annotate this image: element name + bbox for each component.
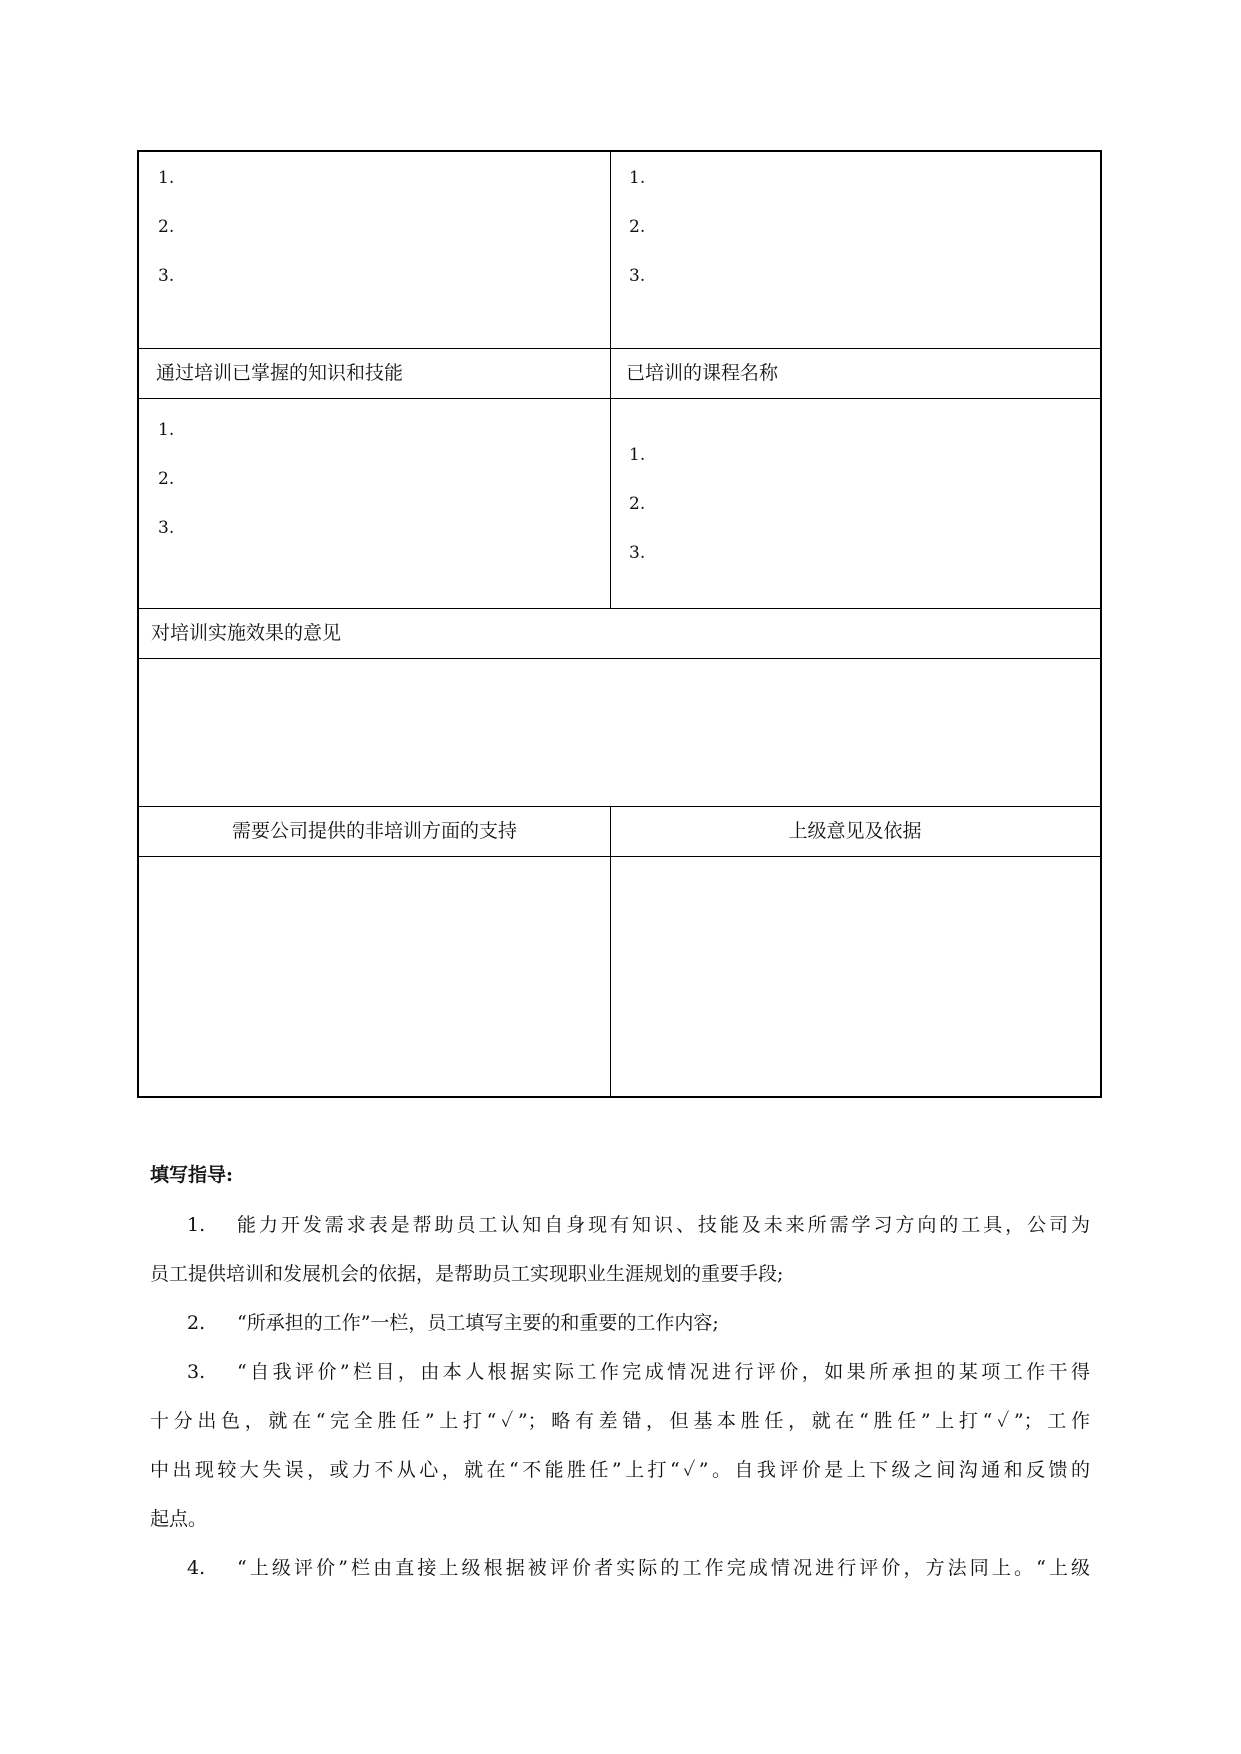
- row-divider: [139, 348, 1100, 349]
- row-divider: [139, 856, 1100, 857]
- row3-right-item-3: 3.: [629, 543, 646, 563]
- guide-item-3-line3: 中出现较大失误，或力不从心，就在“不能胜任”上打“✓”。自我评价是上下级之间沟通和反馈的: [150, 1459, 1090, 1481]
- training-feedback-header: 对培训实施效果的意见: [151, 622, 342, 644]
- row1-right-item-1: 1.: [629, 168, 646, 188]
- row-divider: [139, 608, 1100, 609]
- row1-left-item-2: 2.: [158, 217, 175, 237]
- guide-item-4-number: 4.: [187, 1557, 206, 1579]
- guide-item-3-line2: 十分出色，就在“完全胜任”上打“✓”；略有差错，但基本胜任，就在“胜任”上打“✓”；工作: [150, 1410, 1090, 1432]
- guide-item-1-number: 1.: [187, 1214, 206, 1236]
- row1-right-item-3: 3.: [629, 266, 646, 286]
- row3-left-item-3: 3.: [158, 518, 175, 538]
- guide-item-1-line2: 员工提供培训和发展机会的依据，是帮助员工实现职业生涯规划的重要手段;: [150, 1263, 784, 1285]
- guide-title: 填写指导:: [150, 1164, 234, 1186]
- row-divider: [139, 398, 1100, 399]
- guide-item-4-line1: “上级评价”栏由直接上级根据被评价者实际的工作完成情况进行评价，方法同上。“上级: [237, 1557, 1090, 1579]
- row3-left-item-1: 1.: [158, 420, 175, 440]
- non-training-support-header: 需要公司提供的非培训方面的支持: [231, 820, 517, 842]
- development-needs-table: [137, 150, 1102, 1098]
- courses-trained-header: 已培训的课程名称: [626, 362, 779, 384]
- column-divider: [610, 152, 611, 608]
- row1-left-item-1: 1.: [158, 168, 175, 188]
- skills-learned-header: 通过培训已掌握的知识和技能: [156, 362, 404, 384]
- guide-item-2-number: 2.: [187, 1312, 206, 1334]
- row3-right-item-1: 1.: [629, 445, 646, 465]
- row3-left-item-2: 2.: [158, 469, 175, 489]
- row-divider: [139, 806, 1100, 807]
- column-divider: [610, 806, 611, 1098]
- guide-item-3-number: 3.: [187, 1361, 206, 1383]
- row1-left-item-3: 3.: [158, 266, 175, 286]
- row-divider: [139, 658, 1100, 659]
- guide-item-3-line1: “自我评价”栏目，由本人根据实际工作完成情况进行评价，如果所承担的某项工作干得: [237, 1361, 1090, 1383]
- supervisor-opinion-header: 上级意见及依据: [788, 820, 922, 842]
- guide-item-2-line1: “所承担的工作”一栏，员工填写主要的和重要的工作内容;: [237, 1312, 719, 1334]
- row3-right-item-2: 2.: [629, 494, 646, 514]
- row1-right-item-2: 2.: [629, 217, 646, 237]
- guide-item-1-line1: 能力开发需求表是帮助员工认知自身现有知识、技能及未来所需学习方向的工具，公司为: [237, 1214, 1090, 1236]
- guide-item-3-line4: 起点。: [150, 1508, 208, 1530]
